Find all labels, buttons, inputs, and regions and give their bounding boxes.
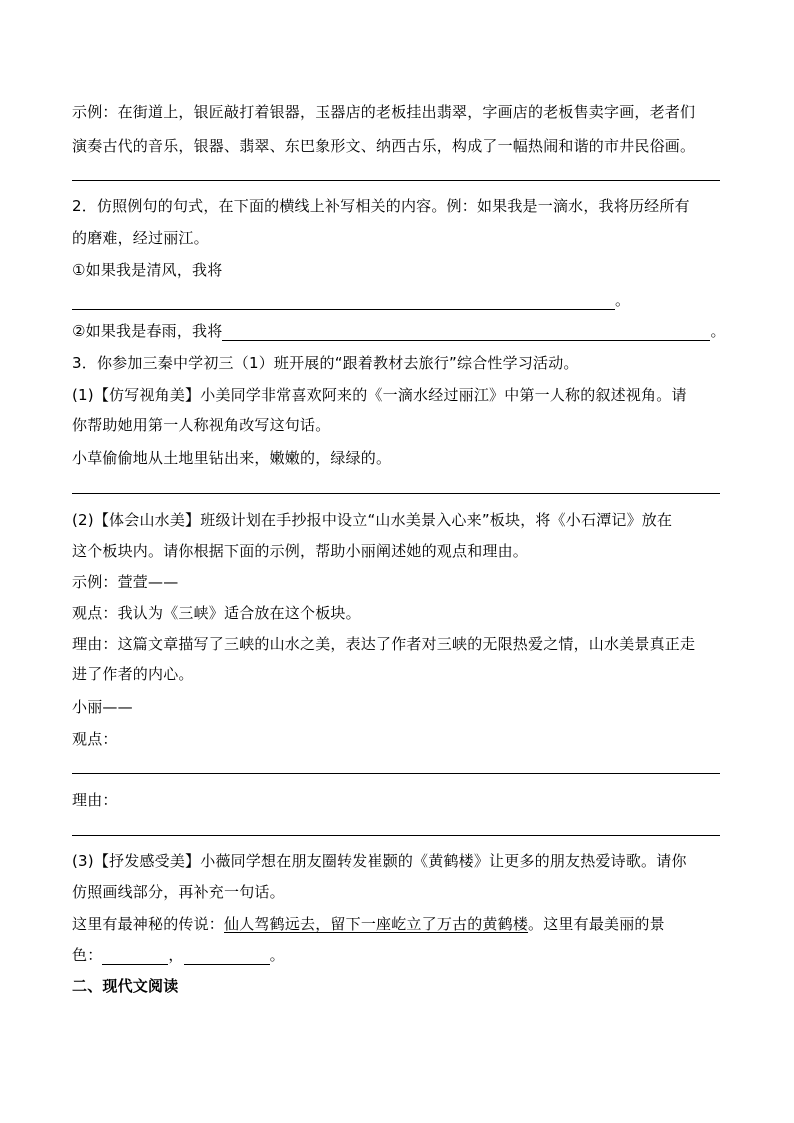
example-line-1: 示例：在街道上，银匠敲打着银器，玉器店的老板挂出翡翠，字画店的老板售卖字画，老者们	[72, 103, 696, 121]
q2-item-1-end: 。	[615, 291, 631, 309]
q3-reason-label: 理由：	[72, 791, 118, 809]
q2-item-1: ①如果我是清风，我将	[72, 261, 223, 279]
q3-p3-sep: ，	[168, 946, 184, 964]
q3-p3-blank-1[interactable]	[102, 948, 168, 965]
q2-item-2-blank[interactable]	[222, 324, 710, 341]
answer-rule[interactable]	[72, 493, 720, 494]
q3-example-name: 示例：萱萱——	[72, 573, 179, 591]
q3-example-view: 观点：我认为《三峡》适合放在这个板块。	[72, 604, 361, 622]
q3-p3-line-1: (3)【抒发感受美】小薇同学想在朋友圈转发崔颢的《黄鹤楼》让更多的朋友热爱诗歌。请你	[72, 852, 687, 870]
q3-p3-blank-2[interactable]	[184, 948, 270, 965]
q3-p3-end: 。	[269, 946, 285, 964]
section-heading: 二、现代文阅读	[72, 977, 179, 995]
q3-p2-line-1: (2)【体会山水美】班级计划在手抄报中设立“山水美景入心来”板块，将《小石潭记》放在	[72, 511, 673, 529]
reason-answer-rule[interactable]	[72, 835, 720, 836]
q3-example-reason-1: 理由：这篇文章描写了三峡的山水之美，表达了作者对三峡的无限热爱之情，山水美景真正走	[72, 635, 696, 653]
example-line-2: 演奏古代的音乐，银器、翡翠、东巴象形文、纳西古乐，构成了一幅热闹和谐的市井民俗画。	[72, 137, 696, 155]
q2-item-2: ②如果我是春雨，我将	[72, 322, 223, 340]
q3-p3-line-4	[72, 945, 285, 965]
q3-view-label: 观点：	[72, 730, 118, 748]
q2-item-1-blank[interactable]	[72, 293, 615, 310]
q2-line-1: 2．仿照例句的句式，在下面的横线上补写相关的内容。例：如果我是一滴水，我将历经所有	[72, 197, 690, 215]
q3-p1-line-2: 你帮助她用第一人称视角改写这句话。	[72, 416, 331, 434]
q2-item-2-row	[72, 321, 726, 341]
q2-item-2-end: 。	[710, 322, 726, 340]
q3-p1-line-1: (1)【仿写视角美】小美同学非常喜欢阿来的《一滴水经过丽江》中第一人称的叙述视角。请	[72, 386, 687, 404]
q3-p3-suffix: 。这里有最美丽的景	[528, 915, 665, 933]
view-answer-rule[interactable]	[72, 773, 720, 774]
q3-p3-line4-start: 色：	[72, 946, 103, 964]
q3-p3-prefix: 这里有最神秘的传说：	[72, 915, 225, 933]
q3-p3-line-3	[72, 914, 665, 934]
q3-p3-line-2: 仿照画线部分，再补充一句话。	[72, 883, 285, 901]
q3-p2-line-2: 这个板块内。请你根据下面的示例，帮助小丽阐述她的观点和理由。	[72, 542, 529, 560]
q2-item-1-blank-row	[72, 290, 630, 310]
q3-intro: 3．你参加三秦中学初三（1）班开展的“跟着教材去旅行”综合性学习活动。	[72, 354, 579, 372]
answer-rule[interactable]	[72, 180, 720, 181]
q3-example-reason-2: 进了作者的内心。	[72, 665, 194, 683]
q3-p1-sentence: 小草偷偷地从土地里钻出来，嫩嫩的，绿绿的。	[72, 449, 392, 467]
q3-p3-underlined: 仙人驾鹤远去，留下一座屹立了万古的黄鹤楼	[224, 915, 529, 933]
q3-name: 小丽——	[72, 698, 133, 716]
q2-line-2: 的磨难，经过丽江。	[72, 229, 209, 247]
